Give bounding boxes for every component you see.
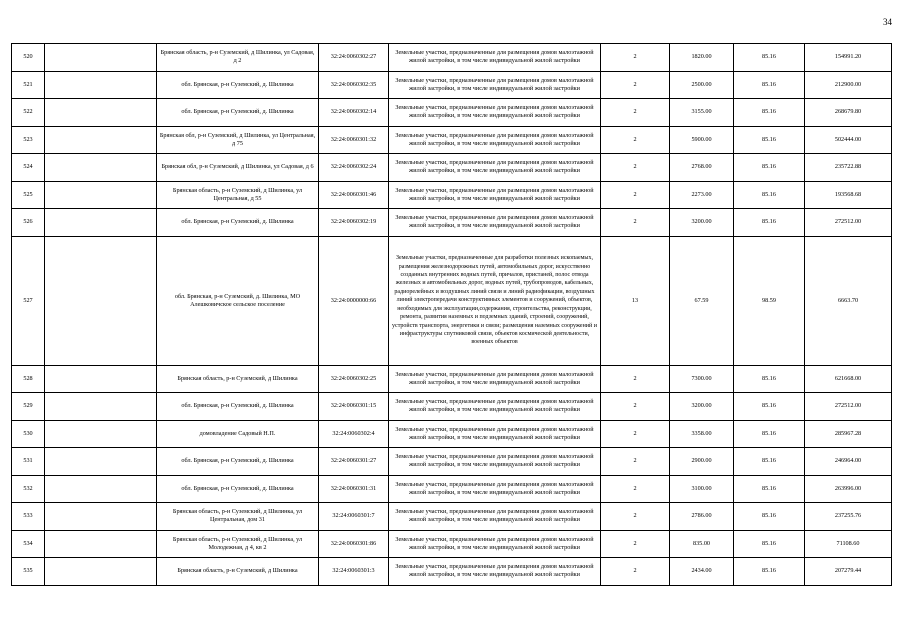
table-row: [12, 44, 892, 72]
land-use-cell: Земельные участки, предназначенные для размещения домов малоэтажной жилой застройки, в том числе индивидуальной жилой застройки: [389, 44, 601, 72]
cadastral-value-cell: 6663.70: [805, 236, 892, 365]
cadastral-number-cell: 32:24:0060301:15: [319, 393, 389, 421]
address-cell: домовладение Садовый Н.П.: [157, 420, 319, 448]
cadastral-value-cell: 621668.00: [805, 365, 892, 393]
group-cell: 2: [601, 420, 670, 448]
row-number-cell: 530: [12, 420, 45, 448]
table-row: [12, 420, 892, 448]
address-cell: обл. Брянская, р-н Суземский, д. Шилинка: [157, 448, 319, 476]
rate-cell: 85.16: [734, 503, 805, 531]
cadastral-value-cell: 502444.00: [805, 126, 892, 154]
blank-cell: [45, 44, 157, 72]
group-cell: 2: [601, 99, 670, 127]
rate-cell: 85.16: [734, 209, 805, 237]
rate-cell: 85.16: [734, 71, 805, 99]
group-cell: 13: [601, 236, 670, 365]
cadastral-number-cell: 32:24:0060301:31: [319, 475, 389, 503]
group-cell: 2: [601, 475, 670, 503]
area-cell: 3358.00: [670, 420, 734, 448]
cadastral-number-cell: 32:24:0060302:24: [319, 154, 389, 182]
row-number-cell: 520: [12, 44, 45, 72]
row-number-cell: 522: [12, 99, 45, 127]
table-row: [12, 71, 892, 99]
land-use-cell: Земельные участки, предназначенные для размещения домов малоэтажной жилой застройки, в том числе индивидуальной жилой застройки: [389, 126, 601, 154]
area-cell: 3100.00: [670, 475, 734, 503]
table-row: [12, 99, 892, 127]
row-number-cell: 526: [12, 209, 45, 237]
area-cell: 3200.00: [670, 209, 734, 237]
cadastral-value-cell: 263996.00: [805, 475, 892, 503]
area-cell: 835.00: [670, 530, 734, 558]
row-number-cell: 521: [12, 71, 45, 99]
group-cell: 2: [601, 448, 670, 476]
table-row: [12, 365, 892, 393]
cadastral-value-cell: 193568.68: [805, 181, 892, 209]
address-cell: Брянская область, р-н Суземский, д Шилинка, ул Центральная, дом 31: [157, 503, 319, 531]
address-cell: Брянская область, р-н Суземский, д Шилинка, ул Молодежная, д 4, кв 2: [157, 530, 319, 558]
group-cell: 2: [601, 154, 670, 182]
rate-cell: 85.16: [734, 126, 805, 154]
group-cell: 2: [601, 365, 670, 393]
cadastral-value-cell: 272512.00: [805, 209, 892, 237]
area-cell: 1820.00: [670, 44, 734, 72]
row-number-cell: 533: [12, 503, 45, 531]
rate-cell: 85.16: [734, 181, 805, 209]
area-cell: 3155.00: [670, 99, 734, 127]
address-cell: обл. Брянская, р-н Суземский, д. Шилинка: [157, 475, 319, 503]
address-cell: обл. Брянская, р-н Суземский, д. Шилинка: [157, 71, 319, 99]
cadastral-value-cell: 212900.00: [805, 71, 892, 99]
cadastral-number-cell: 32:24:0060302:35: [319, 71, 389, 99]
land-use-cell: Земельные участки, предназначенные для размещения домов малоэтажной жилой застройки, в том числе индивидуальной жилой застройки: [389, 420, 601, 448]
table-row: [12, 558, 892, 586]
land-use-cell: Земельные участки, предназначенные для размещения домов малоэтажной жилой застройки, в том числе индивидуальной жилой застройки: [389, 181, 601, 209]
address-cell: Брянская обл, р-н Суземский, д Шилинка, ул Центральная, д 75: [157, 126, 319, 154]
row-number-cell: 523: [12, 126, 45, 154]
group-cell: 2: [601, 181, 670, 209]
page-number: 34: [883, 17, 892, 27]
rate-cell: 85.16: [734, 475, 805, 503]
address-cell: обл. Брянская, р-н Суземский, д. Шилинка: [157, 393, 319, 421]
area-cell: 2434.00: [670, 558, 734, 586]
blank-cell: [45, 209, 157, 237]
blank-cell: [45, 503, 157, 531]
cadastral-number-cell: 32:24:0060301:7: [319, 503, 389, 531]
group-cell: 2: [601, 530, 670, 558]
land-use-cell: Земельные участки, предназначенные для размещения домов малоэтажной жилой застройки, в том числе индивидуальной жилой застройки: [389, 99, 601, 127]
cadastral-number-cell: 32:24:0060302:27: [319, 44, 389, 72]
row-number-cell: 535: [12, 558, 45, 586]
cadastral-number-cell: 32:24:0060302:19: [319, 209, 389, 237]
land-use-cell: Земельные участки, предназначенные для размещения домов малоэтажной жилой застройки, в том числе индивидуальной жилой застройки: [389, 393, 601, 421]
area-cell: 2500.00: [670, 71, 734, 99]
address-cell: Брянская область, р-н Суземский, д Шилинка: [157, 558, 319, 586]
cadastral-value-cell: 268679.80: [805, 99, 892, 127]
land-use-cell: Земельные участки, предназначенные для размещения домов малоэтажной жилой застройки, в том числе индивидуальной жилой застройки: [389, 365, 601, 393]
blank-cell: [45, 154, 157, 182]
group-cell: 2: [601, 209, 670, 237]
area-cell: 2900.00: [670, 448, 734, 476]
area-cell: 2768.00: [670, 154, 734, 182]
address-cell: обл. Брянская, р-н Суземский, д. Шилинка, МО Алешковичское сельское поселение: [157, 236, 319, 365]
blank-cell: [45, 126, 157, 154]
group-cell: 2: [601, 503, 670, 531]
rate-cell: 85.16: [734, 448, 805, 476]
land-use-cell: Земельные участки, предназначенные для размещения домов малоэтажной жилой застройки, в том числе индивидуальной жилой застройки: [389, 209, 601, 237]
area-cell: 67.59: [670, 236, 734, 365]
row-number-cell: 534: [12, 530, 45, 558]
cadastral-value-cell: 235722.88: [805, 154, 892, 182]
cadastral-value-cell: 246964.00: [805, 448, 892, 476]
cadastral-number-cell: 32:24:0060301:27: [319, 448, 389, 476]
rate-cell: 85.16: [734, 393, 805, 421]
group-cell: 2: [601, 558, 670, 586]
row-number-cell: 527: [12, 236, 45, 365]
rate-cell: 85.16: [734, 99, 805, 127]
table-row: [12, 236, 892, 365]
address-cell: Брянская область, р-н Суземский, д Шилинка, ул Центральная, д 55: [157, 181, 319, 209]
cadastral-number-cell: 32:24:0060302:4: [319, 420, 389, 448]
table-row: [12, 209, 892, 237]
address-cell: обл. Брянская, р-н Суземский, д. Шилинка: [157, 99, 319, 127]
land-use-cell: Земельные участки, предназначенные для размещения домов малоэтажной жилой застройки, в том числе индивидуальной жилой застройки: [389, 530, 601, 558]
row-number-cell: 532: [12, 475, 45, 503]
blank-cell: [45, 448, 157, 476]
group-cell: 2: [601, 393, 670, 421]
land-use-cell: Земельные участки, предназначенные для разработки полезных ископаемых, размещения железнодорожных путей, автомобильных дорог, искусственно созданных внутренних водных путей, причалов, пристаней, полос отвода железных и автомобильных дорог, водных путей, трубопроводов, кабельных, радиорелейных и воздушных линий связи и линий радиофикации, воздушных линий электропередачи конструктивных элементов и сооружений, объектов, необходимых для эксплуатации,содержания, строительства, реконструкции, ремонта, развития наземных и подземных зданий, строений, сооружений, устройств транспорта, энергетики и связи; размещения наземных сооружений и инфраструктуры спутниковой связи, объектов космической деятельности, военных объектов: [389, 236, 601, 365]
table-row: [12, 503, 892, 531]
table-body: [12, 44, 892, 586]
cadastral-value-cell: 207279.44: [805, 558, 892, 586]
table-row: [12, 154, 892, 182]
land-use-cell: Земельные участки, предназначенные для размещения домов малоэтажной жилой застройки, в том числе индивидуальной жилой застройки: [389, 558, 601, 586]
cadastral-value-cell: 285967.28: [805, 420, 892, 448]
land-use-cell: Земельные участки, предназначенные для размещения домов малоэтажной жилой застройки, в том числе индивидуальной жилой застройки: [389, 503, 601, 531]
blank-cell: [45, 99, 157, 127]
cadastral-value-cell: 237255.76: [805, 503, 892, 531]
blank-cell: [45, 530, 157, 558]
row-number-cell: 528: [12, 365, 45, 393]
group-cell: 2: [601, 126, 670, 154]
rate-cell: 98.59: [734, 236, 805, 365]
rate-cell: 85.16: [734, 44, 805, 72]
rate-cell: 85.16: [734, 365, 805, 393]
blank-cell: [45, 393, 157, 421]
land-use-cell: Земельные участки, предназначенные для размещения домов малоэтажной жилой застройки, в том числе индивидуальной жилой застройки: [389, 71, 601, 99]
address-cell: Брянская обл, р-н Суземский, д Шилинка, ул Садовая, д 6: [157, 154, 319, 182]
area-cell: 2273.00: [670, 181, 734, 209]
rate-cell: 85.16: [734, 420, 805, 448]
group-cell: 2: [601, 44, 670, 72]
group-cell: 2: [601, 71, 670, 99]
cadastral-value-cell: 71108.60: [805, 530, 892, 558]
address-cell: обл. Брянская, р-н Суземский, д. Шилинка: [157, 209, 319, 237]
area-cell: 3200.00: [670, 393, 734, 421]
blank-cell: [45, 181, 157, 209]
rate-cell: 85.16: [734, 558, 805, 586]
table-row: [12, 126, 892, 154]
blank-cell: [45, 558, 157, 586]
blank-cell: [45, 365, 157, 393]
cadastral-number-cell: 32:24:0060302:25: [319, 365, 389, 393]
row-number-cell: 529: [12, 393, 45, 421]
land-use-cell: Земельные участки, предназначенные для размещения домов малоэтажной жилой застройки, в том числе индивидуальной жилой застройки: [389, 448, 601, 476]
blank-cell: [45, 236, 157, 365]
table-row: [12, 530, 892, 558]
address-cell: Брянская область, р-н Суземский, д Шилинка, ул Садовая, д 2: [157, 44, 319, 72]
blank-cell: [45, 71, 157, 99]
cadastral-number-cell: 32:24:0060302:14: [319, 99, 389, 127]
row-number-cell: 531: [12, 448, 45, 476]
rate-cell: 85.16: [734, 154, 805, 182]
row-number-cell: 524: [12, 154, 45, 182]
cadastral-number-cell: 32:24:0060301:3: [319, 558, 389, 586]
table-row: [12, 393, 892, 421]
cadastral-value-cell: 272512.00: [805, 393, 892, 421]
blank-cell: [45, 420, 157, 448]
land-use-cell: Земельные участки, предназначенные для размещения домов малоэтажной жилой застройки, в том числе индивидуальной жилой застройки: [389, 154, 601, 182]
table-row: [12, 448, 892, 476]
row-number-cell: 525: [12, 181, 45, 209]
address-cell: Брянская область, р-н Суземский, д Шилинка: [157, 365, 319, 393]
rate-cell: 85.16: [734, 530, 805, 558]
cadastral-number-cell: 32:24:0060301:46: [319, 181, 389, 209]
cadastral-number-cell: 32:24:0060301:32: [319, 126, 389, 154]
cadastral-number-cell: 32:24:0000000:66: [319, 236, 389, 365]
table-row: [12, 181, 892, 209]
blank-cell: [45, 475, 157, 503]
area-cell: 7300.00: [670, 365, 734, 393]
land-registry-table: [11, 43, 892, 586]
cadastral-number-cell: 32:24:0060301:86: [319, 530, 389, 558]
table-row: [12, 475, 892, 503]
area-cell: 5900.00: [670, 126, 734, 154]
land-use-cell: Земельные участки, предназначенные для размещения домов малоэтажной жилой застройки, в том числе индивидуальной жилой застройки: [389, 475, 601, 503]
area-cell: 2786.00: [670, 503, 734, 531]
cadastral-value-cell: 154991.20: [805, 44, 892, 72]
